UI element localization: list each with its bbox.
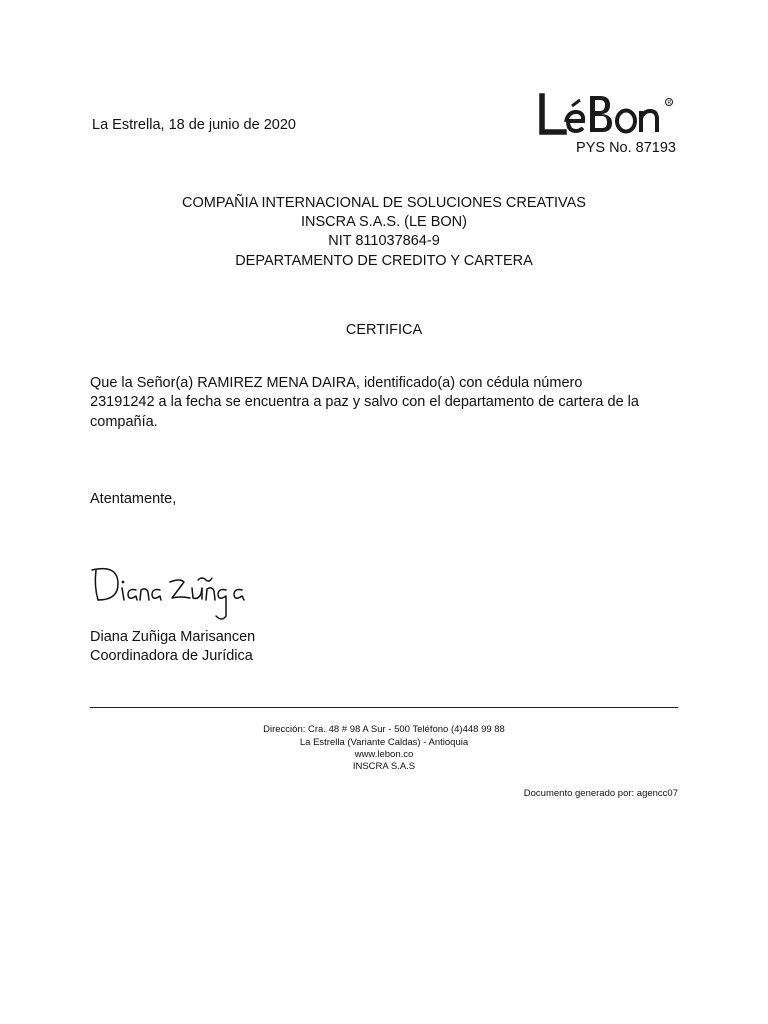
lebon-logo-graphic	[538, 88, 678, 138]
pys-number: PYS No. 87193	[576, 140, 676, 156]
footer-divider	[90, 707, 678, 708]
handwritten-signature	[88, 558, 258, 628]
generated-by: Documento generado por: agencc07	[523, 788, 678, 799]
footer-company: INSCRA S.A.S	[352, 761, 416, 772]
body-line-3: compañía.	[90, 414, 158, 430]
body-line-1: Que la Señor(a) RAMIREZ MENA DAIRA, identificado(a) con cédula número	[90, 375, 583, 391]
footer-city: La Estrella (Variante Caldas) - Antioquia	[299, 737, 469, 748]
lebon-logo	[538, 88, 678, 138]
signature-graphic	[88, 558, 258, 628]
company-name: COMPAÑIA INTERNACIONAL DE SOLUCIONES CREATIVAS	[182, 195, 586, 211]
body-line-2: 23191242 a la fecha se encuentra a paz y salvo con el departamento de cartera de la	[90, 394, 639, 410]
svg-text:R: R	[667, 100, 672, 106]
footer-website: www.lebon.co	[354, 749, 414, 760]
footer-address: Dirección: Cra. 48 # 98 A Sur - 500 Teléfono (4)448 99 88	[263, 724, 505, 735]
company-nit: NIT 811037864-9	[328, 233, 440, 249]
signer-name: Diana Zuñiga Marisancen	[90, 629, 256, 645]
department-name: DEPARTAMENTO DE CREDITO Y CARTERA	[235, 253, 533, 269]
certificate-title: CERTIFICA	[345, 322, 423, 338]
company-legal-name: INSCRA S.A.S. (LE BON)	[301, 214, 467, 230]
signer-role: Coordinadora de Jurídica	[90, 648, 253, 664]
place-date: La Estrella, 18 de junio de 2020	[92, 117, 296, 133]
closing: Atentamente,	[90, 491, 177, 507]
